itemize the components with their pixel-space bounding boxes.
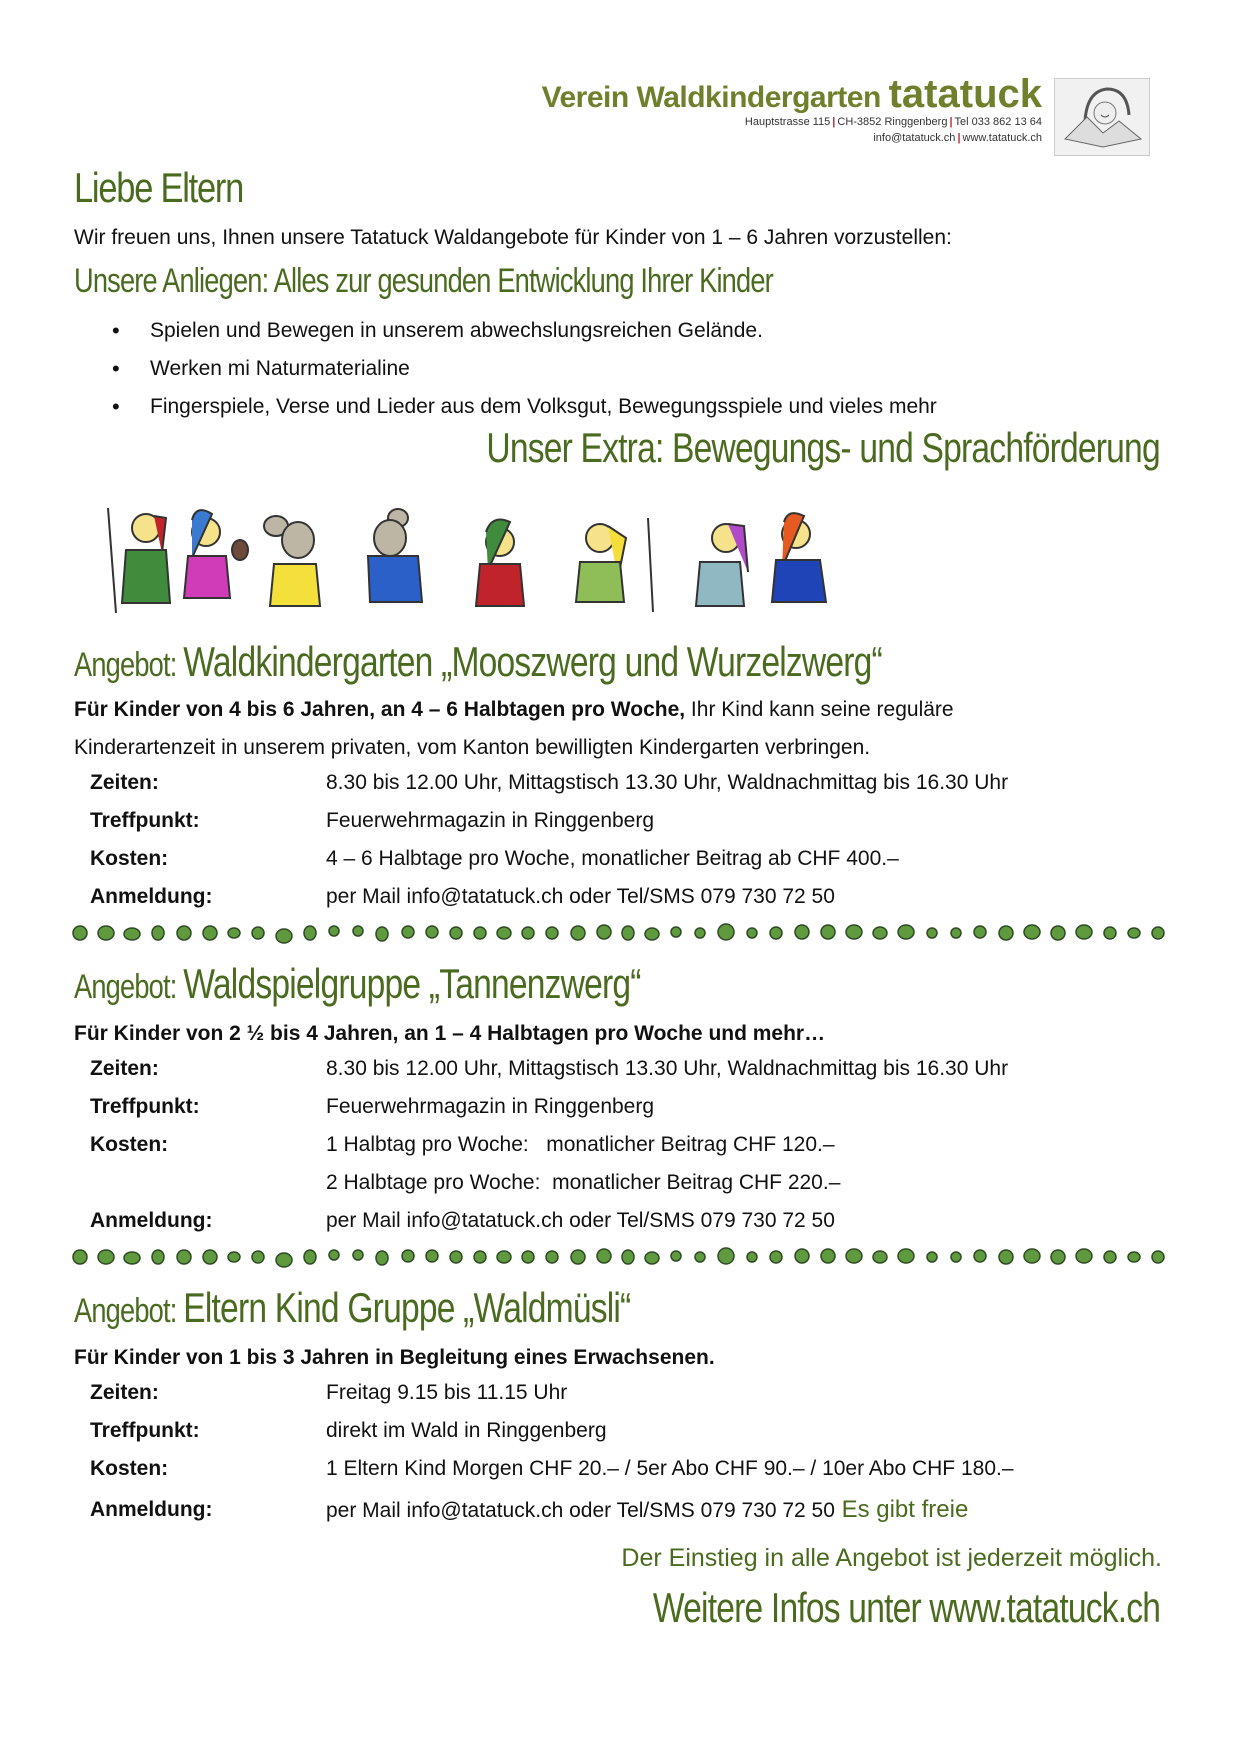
- offer-prefix: Angebot:: [74, 1292, 184, 1330]
- detail-label: [90, 1164, 326, 1202]
- detail-label: Anmeldung:: [90, 885, 213, 908]
- detail-row-treffpunkt: [90, 1088, 1008, 1126]
- offer-details-waldkindergarten: [90, 764, 1008, 916]
- detail-label: Zeiten:: [90, 1057, 159, 1080]
- offer-summary-rest: Ihr Kind kann seine reguläre: [685, 698, 954, 721]
- detail-value: per Mail info@tatatuck.ch oder Tel/SMS 079 730 72 50: [326, 1209, 835, 1232]
- detail-row-anmeldung: [90, 1202, 1008, 1240]
- detail-value: Feuerwehrmagazin in Ringgenberg: [326, 1095, 655, 1118]
- detail-row-anmeldung: [90, 878, 1008, 916]
- offer-summary: [74, 698, 954, 722]
- phone: Tel 033 862 13 64: [954, 116, 1042, 128]
- detail-value: Freitag 9.15 bis 11.15 Uhr: [326, 1381, 568, 1404]
- offer-title: Waldkindergarten „Mooszwerg und Wurzelzwerg“: [183, 638, 882, 685]
- detail-label: Kosten:: [90, 1133, 169, 1156]
- offer-summary-bold: Für Kinder von 4 bis 6 Jahren, an 4 – 6 Halbtagen pro Woche,: [74, 698, 686, 721]
- offer-details-waldmuesli: [90, 1374, 1014, 1532]
- offer-heading-waldkindergarten: [74, 638, 882, 686]
- org-name: [541, 72, 1042, 116]
- detail-label: Zeiten:: [90, 771, 159, 794]
- detail-value-text: per Mail info@tatatuck.ch oder Tel/SMS 079 730 72 50: [326, 1499, 835, 1522]
- detail-row-anmeldung: [90, 1488, 1014, 1532]
- detail-label: Anmeldung:: [90, 1498, 213, 1521]
- detail-value: [326, 1488, 968, 1532]
- detail-row-treffpunkt: [90, 1412, 1014, 1450]
- detail-row-kosten: [90, 840, 1008, 878]
- offer-heading-waldspielgruppe: [74, 960, 641, 1008]
- detail-value: 8.30 bis 12.00 Uhr, Mittagstisch 13.30 Uhr, Waldnachmittag bis 16.30 Uhr: [326, 771, 1009, 794]
- extra-heading: Unser Extra: Bewegungs- und Sprachförderung: [486, 424, 1160, 471]
- detail-label: Treffpunkt:: [90, 1419, 200, 1442]
- dotted-divider: [72, 920, 1170, 946]
- detail-row-zeiten: [90, 764, 1008, 802]
- entry-note: Der Einstieg in alle Angebot ist jederzeit möglich.: [621, 1544, 1162, 1572]
- detail-label: Anmeldung:: [90, 1209, 213, 1232]
- greeting-heading: Liebe Eltern: [74, 164, 244, 211]
- website: www.tatatuck.ch: [962, 132, 1042, 144]
- org-prefix: Verein Waldkindergarten: [541, 81, 889, 114]
- detail-value: Feuerwehrmagazin in Ringgenberg: [326, 809, 655, 832]
- detail-value: 4 – 6 Halbtage pro Woche, monatlicher Beitrag ab CHF 400.–: [326, 847, 899, 870]
- contact-line: info@tatatuck.ch | www.tatatuck.ch: [873, 132, 1042, 144]
- offer-details-waldspielgruppe: [90, 1050, 1008, 1240]
- detail-row-zeiten: [90, 1050, 1008, 1088]
- detail-label: Zeiten:: [90, 1381, 159, 1404]
- detail-value: per Mail info@tatatuck.ch oder Tel/SMS 079 730 72 50: [326, 885, 835, 908]
- offer-heading-waldmuesli: [74, 1284, 630, 1332]
- concerns-heading: Unsere Anliegen: Alles zur gesunden Entwicklung Ihrer Kinder: [74, 262, 773, 300]
- street: Hauptstrasse 115: [744, 116, 831, 128]
- detail-value: 1 Halbtag pro Woche: monatlicher Beitrag CHF 120.–: [326, 1133, 835, 1156]
- detail-label: Treffpunkt:: [90, 809, 200, 832]
- detail-row-kosten: [90, 1126, 1008, 1164]
- email: info@tatatuck.ch: [873, 132, 956, 144]
- detail-value: direkt im Wald in Ringgenberg: [326, 1419, 607, 1442]
- list-item: • Werken mi Naturmaterialine: [112, 350, 937, 388]
- list-item: • Spielen und Bewegen in unserem abwechslungsreichen Gelände.: [112, 312, 937, 350]
- more-info-link[interactable]: Weitere Infos unter www.tatatuck.ch: [652, 1584, 1160, 1631]
- detail-value: 1 Eltern Kind Morgen CHF 20.– / 5er Abo CHF 90.– / 10er Abo CHF 180.–: [326, 1457, 1014, 1480]
- offer-summary-line2: Kinderartenzeit in unserem privaten, vom Kanton bewilligten Kindergarten verbringen.: [74, 736, 871, 759]
- brand-name: tatatuck: [888, 72, 1042, 116]
- detail-label: Treffpunkt:: [90, 1095, 200, 1118]
- offer-summary: Für Kinder von 1 bis 3 Jahren in Begleitung eines Erwachsenen.: [74, 1346, 715, 1369]
- intro-lead: Wir freuen uns, Ihnen unsere Tatatuck Waldangebote für Kinder von 1 – 6 Jahren vorzustellen:: [74, 226, 952, 249]
- detail-row-kosten: [90, 1450, 1014, 1488]
- offer-prefix: Angebot:: [74, 646, 184, 684]
- free-spots-note: Es gibt freie: [834, 1496, 969, 1523]
- detail-value: 2 Halbtage pro Woche: monatlicher Beitrag CHF 220.–: [326, 1171, 841, 1194]
- concerns-list: [112, 312, 937, 426]
- letterhead-text: [541, 72, 1042, 146]
- detail-label: Kosten:: [90, 1457, 169, 1480]
- offer-prefix: Angebot:: [74, 968, 184, 1006]
- dwarves-illustration: [88, 498, 948, 616]
- detail-value: 8.30 bis 12.00 Uhr, Mittagstisch 13.30 Uhr, Waldnachmittag bis 16.30 Uhr: [326, 1057, 1009, 1080]
- offer-title: Eltern Kind Gruppe „Waldmüsli“: [183, 1284, 631, 1331]
- detail-row-kosten-2: [90, 1164, 1008, 1202]
- detail-row-zeiten: [90, 1374, 1014, 1412]
- address-line: Hauptstrasse 115 | CH-3852 Ringgenberg | Tel 033 862 13 64: [744, 116, 1042, 128]
- detail-label: Kosten:: [90, 847, 169, 870]
- letterhead-logo: [541, 72, 1150, 156]
- detail-row-treffpunkt: [90, 802, 1008, 840]
- dotted-divider: [72, 1244, 1170, 1270]
- city: CH-3852 Ringgenberg: [837, 116, 948, 128]
- list-item: • Fingerspiele, Verse und Lieder aus dem Volksgut, Bewegungsspiele und vieles mehr: [112, 388, 937, 426]
- offer-summary: Für Kinder von 2 ½ bis 4 Jahren, an 1 – 4 Halbtagen pro Woche und mehr…: [74, 1022, 826, 1045]
- child-reading-sketch-image: [1054, 78, 1150, 156]
- offer-title: Waldspielgruppe „Tannenzwerg“: [183, 960, 641, 1007]
